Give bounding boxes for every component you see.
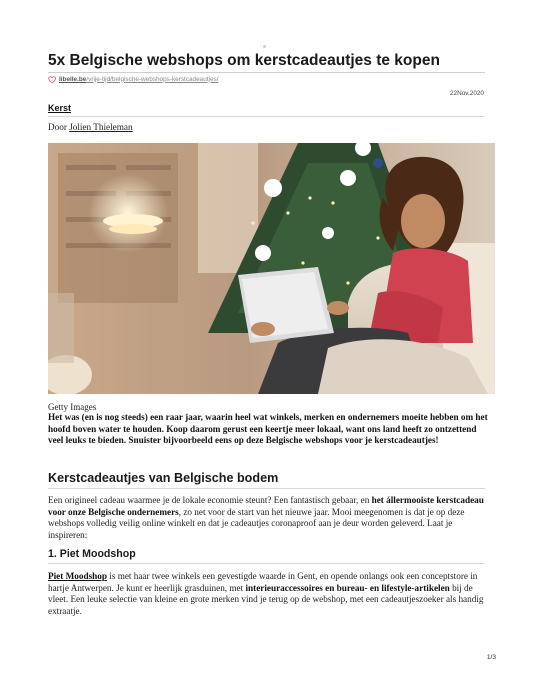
category-divider [48, 116, 485, 117]
paragraph-1-text-b: , zo net voor de start van het nieuwe jaar. Mooi meegenomen is dat je op deze webshops volledig veilig online winkelt en dat je cadeautjes coronaproof aan je deur worden geleverd. Laat je inspireren: [48, 506, 465, 540]
paragraph-1 [48, 495, 493, 541]
paragraph-1-bold: het állermooiste kerstcadeau voor onze Belgische ondernemers [48, 495, 484, 517]
paragraph-1-text-a: Een origineel cadeau waarmee je de lokale economie steunt? Een fantastisch gebaar, en [48, 495, 372, 505]
section-divider [48, 488, 485, 489]
section-heading: Kerstcadeautjes van Belgische bodem [48, 471, 279, 485]
paragraph-2 [48, 571, 493, 617]
byline [48, 122, 133, 132]
publish-date: 22Nov.2020 [450, 90, 484, 97]
subheading-divider [48, 563, 485, 564]
heart-icon [48, 75, 57, 84]
page-number: 1/3 [486, 654, 496, 661]
piet-moodshop-link[interactable]: Piet Moodshop [48, 571, 107, 581]
source-path[interactable]: /vrije-tijd/belgische-webshops-kerstcadeautjes/ [86, 75, 219, 83]
paragraph-2-bold: interieuraccessoires en bureau- en lifestyle-artikelen [245, 582, 450, 593]
byline-prefix: Door [48, 122, 70, 132]
hero-image [48, 143, 495, 394]
category-link[interactable]: Kerst [48, 103, 72, 113]
source-url[interactable] [48, 74, 219, 84]
title-divider [48, 72, 485, 73]
author-link[interactable]: Jolien Thieleman [69, 122, 133, 132]
paragraph-2-text-a: is met haar twee winkels een gevestigde waarde in Gent, en opende onlangs ook een conceptstore in hartje Antwerpen. Je kunt er heerlijk grasduinen, met [48, 571, 478, 593]
paragraph-2-text-b: bij de vleet. Een leuke selectie van kleine en grote merken vind je terug op de webshop, met een cadeautjeszoeker als handig extraatje. [48, 582, 484, 616]
header-dot [263, 45, 266, 48]
subheading-piet-moodshop: 1. Piet Moodshop [48, 548, 136, 560]
intro-paragraph: Het was (en is nog steeds) een raar jaar, waarin heel wat winkels, merken en ondernemers moeite hebben om het hoofd boven water te houden. Koop daarom gerust een keertje meer lokaal, want ons land heeft zo ontzettend veel leuks te bieden. Snuister bijvoorbeeld eens op deze Belgische webshops voor je kerstcadeautjes! [48, 412, 488, 446]
source-domain[interactable]: libelle.be [59, 75, 87, 83]
article-title: 5x Belgische webshops om kerstcadeautjes te kopen [48, 52, 440, 69]
hero-photo-illustration [48, 143, 495, 394]
image-caption: Getty Images [48, 402, 97, 412]
